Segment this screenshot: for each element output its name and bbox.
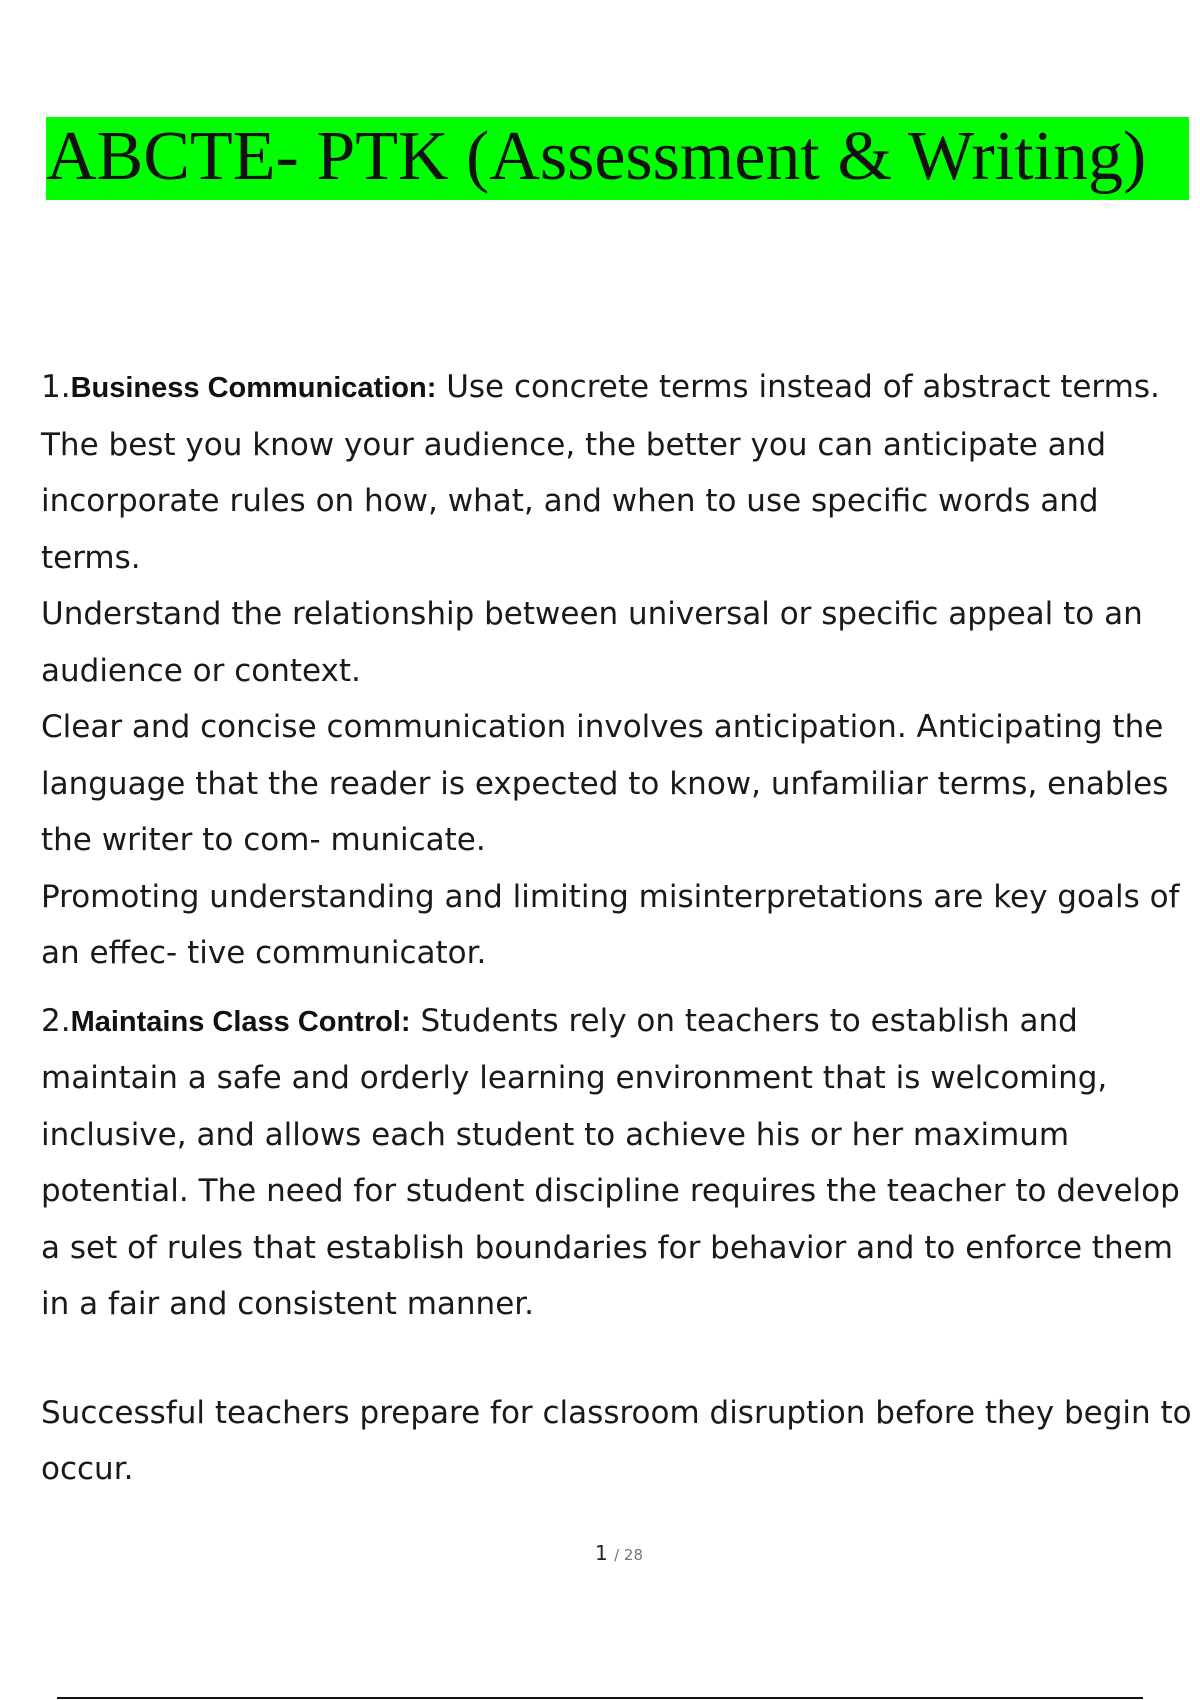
item-2-number: 2. bbox=[41, 1002, 71, 1039]
title-highlight bbox=[46, 117, 1189, 200]
page-divider bbox=[57, 1697, 1143, 1699]
item-1-lead bbox=[41, 359, 1200, 586]
item-1-heading: Business Communication: bbox=[70, 372, 437, 404]
item-1-paragraph: Promoting understanding and limiting misinterpretations are key goals of an effec- tive communicator. bbox=[41, 878, 1180, 971]
page-current: 1 bbox=[594, 1541, 608, 1565]
document-title: ABCTE- PTK (Assessment & Writing) bbox=[46, 118, 1147, 195]
item-1-paragraph: Understand the relationship between universal or specific appeal to an audience or context. bbox=[41, 596, 1143, 689]
spacer bbox=[41, 982, 1200, 993]
document-body bbox=[41, 359, 1200, 1498]
item-2-text: Students rely on teachers to establish and maintain a safe and orderly learning environment that is welcoming, inclusive, and allows each student to achieve his or her maximum potential. The need for student discipline requires the teacher to develop a set of rules that establish boundaries for behavior and to enforce them in a fair and consistent manner. bbox=[41, 1002, 1180, 1322]
item-2-paragraph: Successful teachers prepare for classroom disruption before they begin to occur. bbox=[41, 1394, 1192, 1487]
item-1-text: Use concrete terms instead of abstract terms. The best you know your audience, the better you can anticipate and incorporate rules on how, what, and when to use specific words and terms. bbox=[41, 369, 1160, 576]
page-indicator bbox=[0, 1541, 1200, 1565]
item-2-heading: Maintains Class Control: bbox=[70, 1005, 411, 1038]
item-1-number: 1. bbox=[41, 369, 71, 405]
item-1-paragraph: Clear and concise communication involves anticipation. Anticipating the language that the reader is expected to know, unfamiliar terms, enables the writer to com- municate. bbox=[41, 709, 1169, 858]
page-total: / 28 bbox=[614, 1546, 643, 1564]
item-2-lead bbox=[41, 993, 1200, 1333]
spacer bbox=[41, 1333, 1200, 1385]
